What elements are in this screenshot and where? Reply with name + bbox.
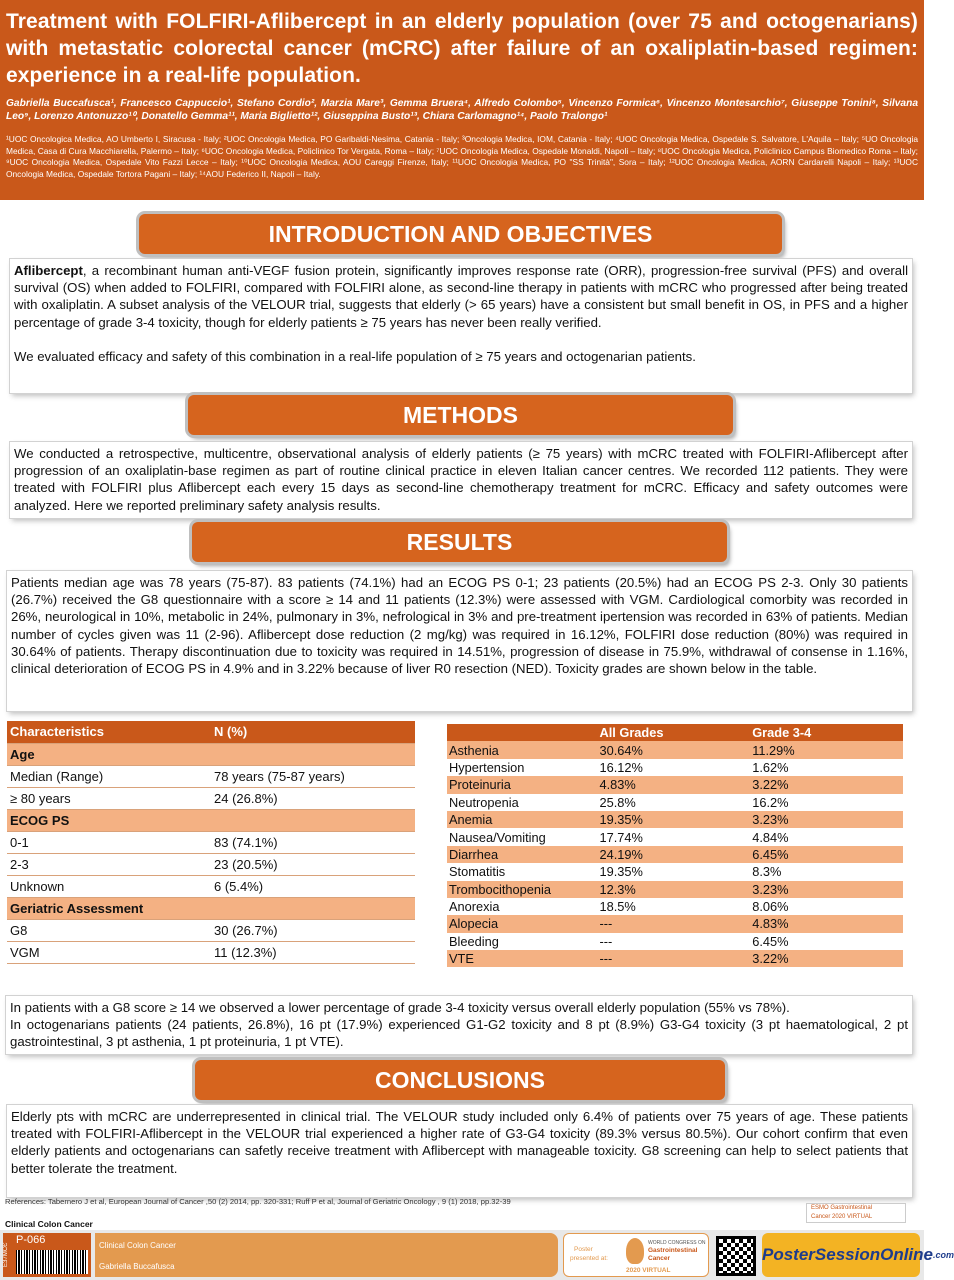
table-cell: 4.83% <box>597 776 750 793</box>
methods-box <box>10 442 912 518</box>
section-heading-methods: METHODS <box>188 395 733 435</box>
table-row <box>447 898 903 915</box>
table-cell: 3.23% <box>750 811 903 828</box>
barcode-icon <box>16 1250 88 1274</box>
table-cell: 78 years (75-87 years) <box>211 765 415 787</box>
table-cell: 30.64% <box>597 741 750 758</box>
table-cell: Diarrhea <box>447 846 597 863</box>
table-header-row <box>447 724 903 741</box>
results-followup-box <box>6 996 912 1054</box>
table-row <box>7 831 415 853</box>
table-row <box>7 875 415 897</box>
presented-at-block <box>563 1233 709 1277</box>
postersessiononline-logo[interactable] <box>762 1233 954 1277</box>
table-cell: N (%) <box>211 721 415 743</box>
pso-suffix: .com <box>933 1250 954 1260</box>
category-label: Clinical Colon Cancer <box>5 1219 93 1229</box>
table-cell: VTE <box>447 950 597 967</box>
footer-topic: Clinical Colon Cancer <box>99 1241 176 1250</box>
table-cell: 11.29% <box>750 741 903 758</box>
presented-line1: Poster <box>574 1246 593 1253</box>
affiliations: ¹UOC Oncologica Medica, AO Umberto I, Siracusa - Italy; ²UOC Oncologia Medica, PO Garibaldi-Nesima, Catania - Italy; ³Oncologia Medica, IOM, Catania - Italy; ⁴UOC Oncologia Medica, Ospedale S. Salvatore, L'Aquila – Italy; ⁵UO Oncologia Medica, Casa di Cura Macchiarella, Palermo – Italy; ⁶UOC Oncologia Medica, Policlinico Tor Vergata, Roma – Italy; ⁷UOC Oncologia Medica, Ospedale Monaldi, Napoli – Italy; ⁸UOC Oncologia Medica, Policlinico Campus Biomedico Roma – Italy; ⁹UOC Oncologia Medica, Ospedale Vito Fazzi Lecce – Italy; ¹⁰UOC Oncologia Medica, AOU Careggi Firenze, Italy; ¹¹UOC Oncologia Medica, PO "SS Trinità", Sora – Italy; ¹²UOC Oncologia Medica, AORN Cardarelli Napoli – Italy; ¹³UOC Oncologia Medica, Ospedale Tortora Pagani – Italy; ¹⁴AOU Federico II, Napoli – Italy. <box>6 134 918 179</box>
table-cell: 8.3% <box>750 863 903 880</box>
table-row <box>447 828 903 845</box>
table-cell: 1.62% <box>750 759 903 776</box>
conclusions-text: Elderly pts with mCRC are underrepresented in clinical trial. The VELOUR study included only 6.4% of patients over 75 years of age. These patients treated with FOLFIRI-Aflibercept in the VELOUR trial experienced a higher rate of G3-G4 toxicity (89.3% versus 80.5%). Our cohort confirm that even elderly patients and octogenarians can safetly receive treatment with Aflibercept with manageable toxicity. G8 screening can help to select patients that better tolerate the treatment. <box>11 1109 908 1176</box>
qr-code-icon[interactable] <box>716 1236 756 1276</box>
table-cell <box>211 897 415 919</box>
footer-author: Gabriella Buccafusca <box>99 1262 175 1271</box>
table-cell: Median (Range) <box>7 765 211 787</box>
section-heading-results: RESULTS <box>192 522 727 562</box>
intro-lead: Aflibercept <box>14 263 83 278</box>
methods-text: We conducted a retrospective, multicentre, observational analysis of elderly patients (≥ 75 years) with mCRC treated with FOLFIRI-Aflibercept after progression of an oxaliplatin-base regimen as part of routine clinical practice in eleven Italian cancer centres. We recorded 112 patients. They were treated with FOLFIRI plus Aflibercept each every 15 days as second-line chemotherapy treatment for mCRC. Efficacy and safety outcomes were analyzed. Here we reported preliminary safety analysis results. <box>14 446 908 513</box>
table-cell: 19.35% <box>597 811 750 828</box>
table-cell: VGM <box>7 941 211 963</box>
table-cell: 11 (12.3%) <box>211 941 415 963</box>
esmo-badge-line1: ESMO Gastrointestinal <box>811 1205 873 1211</box>
congress-year: 2020 VIRTUAL <box>626 1267 671 1274</box>
table-cell: 3.23% <box>750 881 903 898</box>
table-cell: Anemia <box>447 811 597 828</box>
table-cell: Geriatric Assessment <box>7 897 211 919</box>
conclusions-box <box>7 1105 912 1197</box>
table-row <box>447 811 903 828</box>
table-cell: 6.45% <box>750 846 903 863</box>
intro-paragraph <box>14 262 908 331</box>
table-row <box>447 933 903 950</box>
table-row <box>447 915 903 932</box>
table-row <box>7 765 415 787</box>
table-cell: 6.45% <box>750 933 903 950</box>
table-row <box>7 919 415 941</box>
author-list: Gabriella Buccafusca¹, Francesco Cappuccio¹, Stefano Cordio², Marzia Mare³, Gemma Bruera⁴, Alfredo Colombo⁵, Vincenzo Formica⁶, Vincenzo Montesarchio⁷, Giuseppe Tonini⁸, Silvana Leo⁹, Lorenzo Antonuzzo¹⁰, Donatello Gemma¹¹, Maria Biglietto¹², Giuseppina Busto¹³, Chiara Carlomagno¹⁴, Paolo Tralongo¹ <box>6 98 918 122</box>
table-row <box>7 941 415 963</box>
table-cell: 30 (26.7%) <box>211 919 415 941</box>
table-cell: Alopecia <box>447 915 597 932</box>
table-cell: --- <box>597 950 750 967</box>
table-cell: 24 (26.8%) <box>211 787 415 809</box>
table-cell: 16.12% <box>597 759 750 776</box>
table-cell: Grade 3-4 <box>750 724 903 741</box>
poster-id: P-066 <box>16 1234 46 1246</box>
table-cell: Characteristics <box>7 721 211 743</box>
table-cell: 16.2% <box>750 794 903 811</box>
table-row <box>447 950 903 967</box>
table-cell <box>211 743 415 765</box>
intro-box <box>10 259 912 393</box>
poster-header <box>0 0 924 200</box>
table-cell: Proteinuria <box>447 776 597 793</box>
poster-footer <box>0 1230 954 1280</box>
table-cell: 83 (74.1%) <box>211 831 415 853</box>
toxicity-table <box>447 724 903 967</box>
section-heading-intro: INTRODUCTION AND OBJECTIVES <box>139 214 782 254</box>
table-cell: 4.84% <box>750 828 903 845</box>
table-cell: Asthenia <box>447 741 597 758</box>
table-header-row <box>7 721 415 743</box>
intro-objective: We evaluated efficacy and safety of this combination in a real-life population of ≥ 75 years and octogenarian patients. <box>14 348 696 364</box>
table-cell: 6 (5.4%) <box>211 875 415 897</box>
table-cell: 3.22% <box>750 776 903 793</box>
esmo-congress-badge <box>806 1203 906 1223</box>
table-cell: 17.74% <box>597 828 750 845</box>
table-cell: All Grades <box>597 724 750 741</box>
vertical-code: ЕЗ7МСЄ <box>3 1242 9 1268</box>
table-cell: Bleeding <box>447 933 597 950</box>
table-cell: 24.19% <box>597 846 750 863</box>
intro-text: , a recombinant human anti-VEGF fusion protein, significantly improves response rate (ORR), progression-free survival (PFS) and overall survival (OS) when added to FOLFIRI, compared with FOLFIRI alone, as second-line therapy in patients with mCRC who progressed after being treated with oxaliplatin. A subset analysis of the VELOUR trial, suggests that elderly (> 65 years) have a consistent but small benefit in OS, in PFS and a higher percentage of grade 3-4 toxicity, though for elderly patients ≥ 75 years has never been really verified. <box>14 263 908 330</box>
table-row <box>7 787 415 809</box>
table-cell: 8.06% <box>750 898 903 915</box>
table-cell: 18.5% <box>597 898 750 915</box>
table-cell: Neutropenia <box>447 794 597 811</box>
stomach-logo-icon <box>626 1238 644 1264</box>
table-cell: G8 <box>7 919 211 941</box>
table-row <box>447 776 903 793</box>
table-cell: Nausea/Vomiting <box>447 828 597 845</box>
table-group-row <box>7 743 415 765</box>
presented-line2: presented at: <box>570 1255 608 1262</box>
table-cell: ECOG PS <box>7 809 211 831</box>
table-cell: Hypertension <box>447 759 597 776</box>
esmo-badge-line2: Cancer 2020 VIRTUAL <box>811 1214 873 1220</box>
results-box <box>7 571 912 711</box>
table-cell: 12.3% <box>597 881 750 898</box>
table-cell: 4.83% <box>750 915 903 932</box>
characteristics-table <box>7 721 415 964</box>
table-cell: Unknown <box>7 875 211 897</box>
table-cell: Trombocithopenia <box>447 881 597 898</box>
results-g8-text: In patients with a G8 score ≥ 14 we observed a lower percentage of grade 3-4 toxicity versus overall elderly population (55% vs 78%). <box>10 1000 790 1015</box>
table-cell: 2-3 <box>7 853 211 875</box>
table-row <box>7 853 415 875</box>
table-row <box>447 741 903 758</box>
table-cell <box>447 724 597 741</box>
table-cell: 3.22% <box>750 950 903 967</box>
congress-line2: Gastrointestinal <box>648 1247 698 1254</box>
congress-line1: WORLD CONGRESS ON <box>648 1240 706 1246</box>
table-cell: 19.35% <box>597 863 750 880</box>
poster-title: Treatment with FOLFIRI-Aflibercept in an elderly population (over 75 and octogenarians) with metastatic colorectal cancer (mCRC) after failure of an oxaliplatin-based regimen: experience in a real-life population. <box>6 10 918 87</box>
table-cell: Stomatitis <box>447 863 597 880</box>
results-octogenarian-text: In octogenarians patients (24 patients, 26.8%), 16 pt (17.9%) experienced G1-G2 toxicity and 8 pt (8.9%) G3-G4 toxicity (3 pt haematological, 2 pt gastrointestinal, 3 pt asthenia, 1 pt proteinuria, 1 pt VTE). <box>10 1017 908 1050</box>
table-cell: Age <box>7 743 211 765</box>
table-row <box>447 846 903 863</box>
table-cell: 0-1 <box>7 831 211 853</box>
poster-info-bar <box>95 1233 558 1277</box>
table-row <box>447 863 903 880</box>
congress-line3: Cancer <box>648 1255 671 1262</box>
table-cell: --- <box>597 933 750 950</box>
table-cell: 23 (20.5%) <box>211 853 415 875</box>
table-cell: Anorexia <box>447 898 597 915</box>
pso-brand: PosterSessionOnline <box>762 1245 933 1264</box>
table-cell: 25.8% <box>597 794 750 811</box>
table-group-row <box>7 897 415 919</box>
table-cell <box>211 809 415 831</box>
table-cell: --- <box>597 915 750 932</box>
table-group-row <box>7 809 415 831</box>
section-heading-conclusions: CONCLUSIONS <box>195 1060 725 1100</box>
table-row <box>447 794 903 811</box>
references: References: Tabernero J et al, European Journal of Cancer ,50 (2) 2014, pp. 320-331; Ruff P et al, Journal of Geriatric Oncology , 9 (1) 2018, pp.32-39 <box>5 1197 511 1206</box>
table-row <box>447 759 903 776</box>
results-text: Patients median age was 78 years (75-87). 83 patients (74.1%) had an ECOG PS 0-1; 23 patients (20.5%) had an ECOG PS 2-3. Only 30 patients (26.7%) received the G8 questionnaire with a score ≥ 14 and 11 patients (12.3%) were assessed with VGM. Cardiological comorbity was recorded in 26%, neurological in 10%, metabolic in 24%, pulmonary in 3%, nefrological in 3% and pre-treatment ipertension was recorded in 63% of patients. Median number of cycles given was 11 (2-96). Aflibercept dose reduction (2 mg/kg) was required in 16.12%, FOLFIRI dose reduction (80%) was required in 30.64% of patients. Therapy discontinuation due to toxicity was required in 14.51%, progression of disease in 75.9%, withdrawal of consense in 1.16%, clinical deterioration of ECOG PS in 4.9% and in 3.22% because of liver R0 resection (NED). Toxicity grades are shown below in the table. <box>11 575 908 677</box>
table-row <box>447 881 903 898</box>
table-cell: ≥ 80 years <box>7 787 211 809</box>
